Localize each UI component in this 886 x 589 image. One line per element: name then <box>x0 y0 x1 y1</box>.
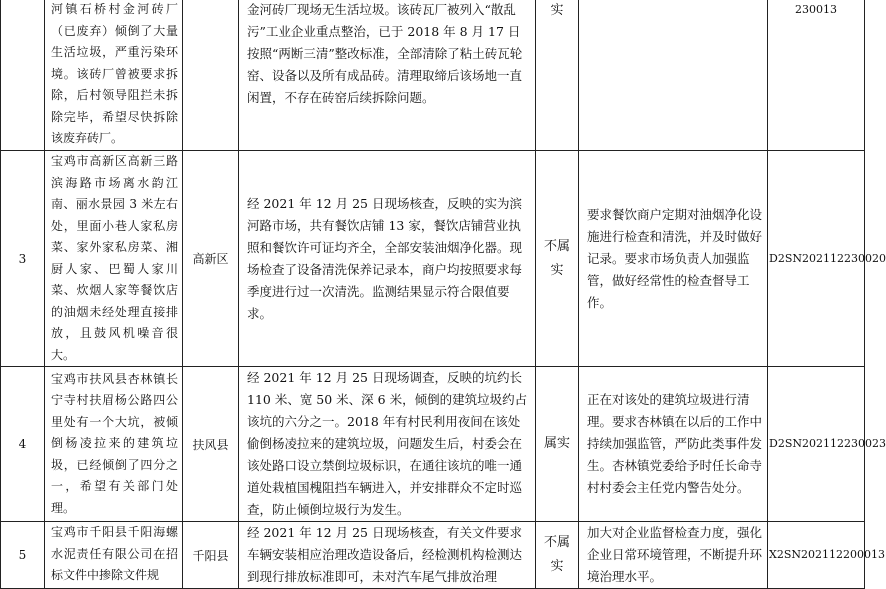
table-row <box>1 151 865 367</box>
row-number: 3 <box>1 151 45 367</box>
complaint-content: 宝鸡市扶风县杏林镇长宁寺村扶眉杨公路四公里处有一个大坑，被倾倒杨凌拉来的建筑垃圾，已经倾倒了四分之一，希望有关部门处理。 <box>45 367 183 522</box>
county-cell <box>183 0 239 151</box>
complaint-content: 河镇石桥村金河砖厂（已废弃）倾倒了大量生活垃圾，严重污染环境。该砖厂曾被要求拆除，后村领导阻拦未拆除完毕，希望尽快拆除该废弃砖厂。 <box>45 0 183 151</box>
verification-status: 不属实 <box>536 522 579 589</box>
county-cell: 千阳县 <box>183 522 239 589</box>
county-cell: 扶风县 <box>183 367 239 522</box>
investigation-finding: 金河砖厂现场无生活垃圾。该砖瓦厂被列入“散乱污”工业企业重点整治，已于 2018 年 8 月 17 日按照“两断三清”整改标准，全部清除了粘土砖瓦轮窑、设备以及所有成品砖。清理取缔后该场地一直闲置，不存在砖窑后续拆除问题。 <box>239 0 536 151</box>
remedial-action <box>579 0 768 151</box>
investigation-finding: 经 2021 年 12 月 25 日现场调查，反映的坑约长 110 米、宽 50 米、深 6 米，倾倒的建筑垃圾约占该坑的六分之一。2018 年有村民利用夜间在该处偷倒杨凌拉来的建筑垃圾，问题发生后，村委会在该处路口设立禁倒垃圾标识，在通往该坑的唯一通道处栽植国槐阻挡车辆进入，并安排群众不定时巡查，防止倾倒垃圾行为发生。 <box>239 367 536 522</box>
case-code: 230013 <box>768 0 865 151</box>
row-number: 4 <box>1 367 45 522</box>
remedial-action: 加大对企业监督检查力度，强化企业日常环境管理，不断提升环境治理水平。 <box>579 522 768 589</box>
case-code: D2SN202112230023 <box>768 367 865 522</box>
investigation-finding: 经 2021 年 12 月 25 日现场核查，反映的实为滨河路市场，共有餐饮店铺 13 家，餐饮店铺营业执照和餐饮许可证均齐全，全部安装油烟净化器。现场检查了设备清洗保养记录本，商户均按照要求每季度进行过一次清洗。监测结果显示符合限值要求。 <box>239 151 536 367</box>
investigation-finding: 经 2021 年 12 月 25 日现场核查，有关文件要求车辆安装相应治理改造设备后，经检测机构检测达到现行排放标准即可，未对汽车尾气排放治理 <box>239 522 536 589</box>
complaint-content: 宝鸡市千阳县千阳海螺水泥责任有限公司在招标文件中掺除文件规 <box>45 522 183 589</box>
complaint-content: 宝鸡市高新区高新三路滨海路市场离水韵江南、丽水景园 3 米左右处，里面小巷人家私房菜、家外家私房菜、湘厨人家、巴蜀人家川菜、炊烟人家等餐饮店的油烟未经处理直接排放，且鼓风机噪音很大。 <box>45 151 183 367</box>
row-number <box>1 0 45 151</box>
case-code: D2SN202112230020 <box>768 151 865 367</box>
verification-status: 实 <box>536 0 579 151</box>
county-cell: 高新区 <box>183 151 239 367</box>
remedial-action: 正在对该处的建筑垃圾进行清理。要求杏林镇在以后的工作中持续加强监管，严防此类事件发生。杏林镇党委给予时任长命寺村村委会主任党内警告处分。 <box>579 367 768 522</box>
row-number: 5 <box>1 522 45 589</box>
verification-status: 不属实 <box>536 151 579 367</box>
verification-status: 属实 <box>536 367 579 522</box>
table-row <box>1 367 865 522</box>
table-row <box>1 522 865 589</box>
remedial-action: 要求餐饮商户定期对油烟净化设施进行检查和清洗，并及时做好记录。要求市场负责人加强监管，做好经常性的检查督导工作。 <box>579 151 768 367</box>
case-code: X2SN202112200013 <box>768 522 865 589</box>
table-row <box>1 0 865 151</box>
